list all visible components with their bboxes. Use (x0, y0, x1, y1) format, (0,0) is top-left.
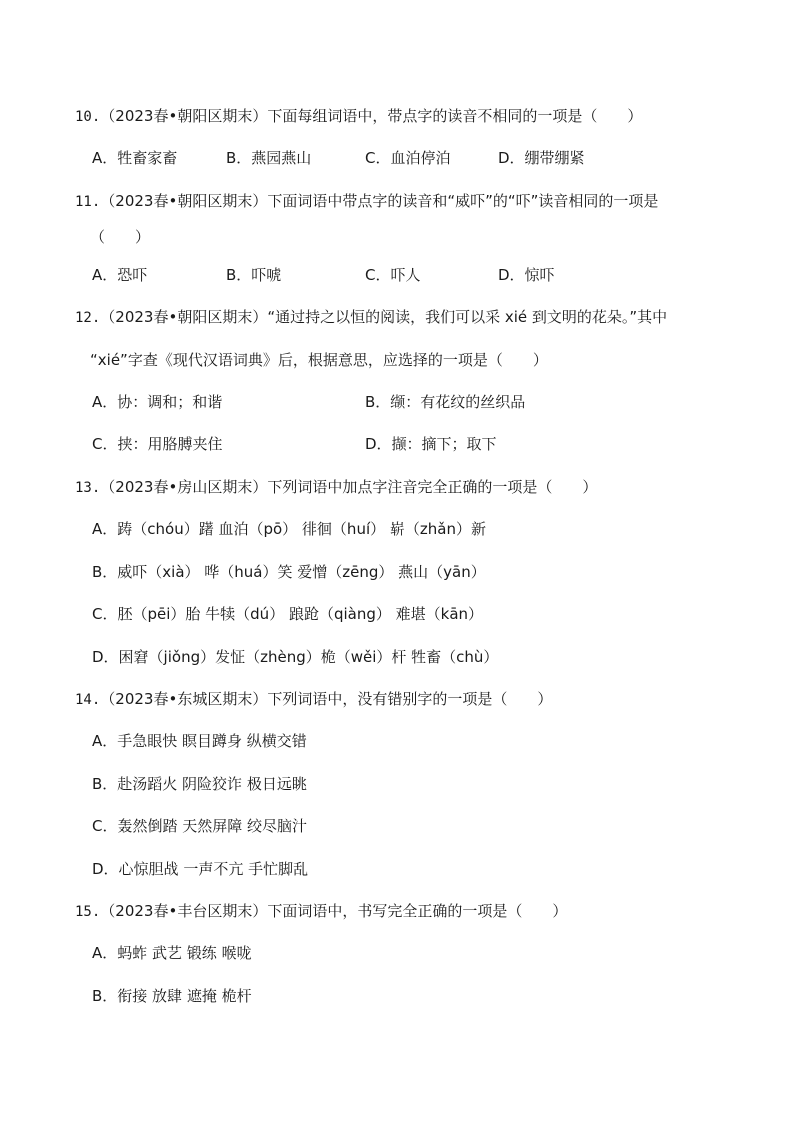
question-13-stem (75, 477, 734, 498)
option-a: A．协：调和；和谐 (92, 393, 223, 411)
question-number: 10. (75, 109, 101, 125)
option-d: D．心惊胆战 一声不亢 手忙脚乱 (92, 860, 309, 878)
option-a: A．牲畜家畜 (92, 149, 178, 167)
question-12-stem-cont (90, 350, 734, 370)
option-b: B．赴汤蹈火 阴险狡诈 极日远眺 (92, 775, 307, 793)
question-12-options-row2 (92, 434, 734, 454)
question-text: （2023春•朝阳区期末）下面词语中带点字的读音和“威吓”的“吓”读音相同的一项是 (100, 192, 659, 210)
option-a: A．手急眼快 瞑目蹲身 纵横交错 (92, 732, 307, 750)
option-a: A．恐吓 (92, 266, 148, 284)
question-15-stem (75, 901, 734, 922)
option-c: C．挟：用胳膊夹住 (92, 435, 223, 453)
option-b: B．威吓（xià） 哗（huá）笑 爱憎（zēng） 燕山（yān） (92, 563, 486, 581)
option-d: D．惊吓 (498, 266, 555, 284)
option-a: A．踌（chóu）躇 血泊（pō） 徘徊（huí） 崭（zhǎn）新 (92, 520, 486, 538)
question-11-stem-cont (90, 227, 734, 247)
question-12-options-row1 (92, 392, 734, 412)
question-number: 11. (75, 194, 101, 210)
question-text: （2023春•东城区期末）下列词语中，没有错别字的一项是（ ） (100, 690, 553, 708)
question-text: （2023春•朝阳区期末）下面每组词语中，带点字的读音不相同的一项是（ ） (100, 107, 643, 125)
option-b: B．缬：有花纹的丝织品 (365, 393, 526, 411)
option-a: A．蚂蚱 武艺 锻练 喉咙 (92, 944, 252, 962)
question-11-options (92, 265, 734, 285)
option-d: D．绷带绷紧 (498, 149, 585, 167)
question-10-stem (75, 106, 734, 127)
question-11-stem (75, 191, 734, 212)
question-text: （2023春•丰台区期末）下面词语中，书写完全正确的一项是（ ） (100, 902, 568, 920)
question-number: 14. (75, 692, 101, 708)
option-b: B．燕园燕山 (226, 149, 312, 167)
question-number: 12. (75, 310, 101, 326)
option-c: C．血泊停泊 (365, 149, 451, 167)
question-number: 15. (75, 904, 101, 920)
question-text-cont: “xié”字查《现代汉语词典》后，根据意思，应选择的一项是（ ） (90, 351, 548, 369)
question-text: （2023春•朝阳区期末）“通过持之以恒的阅读，我们可以采 xié 到文明的花朵。”其中 (100, 308, 668, 326)
question-text: （2023春•房山区期末）下列词语中加点字注音完全正确的一项是（ ） (100, 478, 598, 496)
question-12-stem (75, 307, 734, 328)
option-d: D．撷：摘下；取下 (365, 435, 497, 453)
question-10-options (92, 148, 734, 168)
option-d: D．困窘（jiǒng）发怔（zhèng）桅（wěi）杆 牲畜（chù） (92, 648, 499, 666)
question-number: 13. (75, 480, 101, 496)
option-c: C．胚（pēi）胎 牛犊（dú） 踉跄（qiàng） 难堪（kān） (92, 605, 484, 623)
option-b: B．吓唬 (226, 266, 282, 284)
question-14-stem (75, 689, 734, 710)
option-c: C．吓人 (365, 266, 421, 284)
option-c: C．轰然倒踏 天然屏障 绞尽脑汁 (92, 817, 308, 835)
question-text-cont: （ ） (90, 228, 151, 246)
option-b: B．衔接 放肆 遮掩 桅杆 (92, 987, 252, 1005)
